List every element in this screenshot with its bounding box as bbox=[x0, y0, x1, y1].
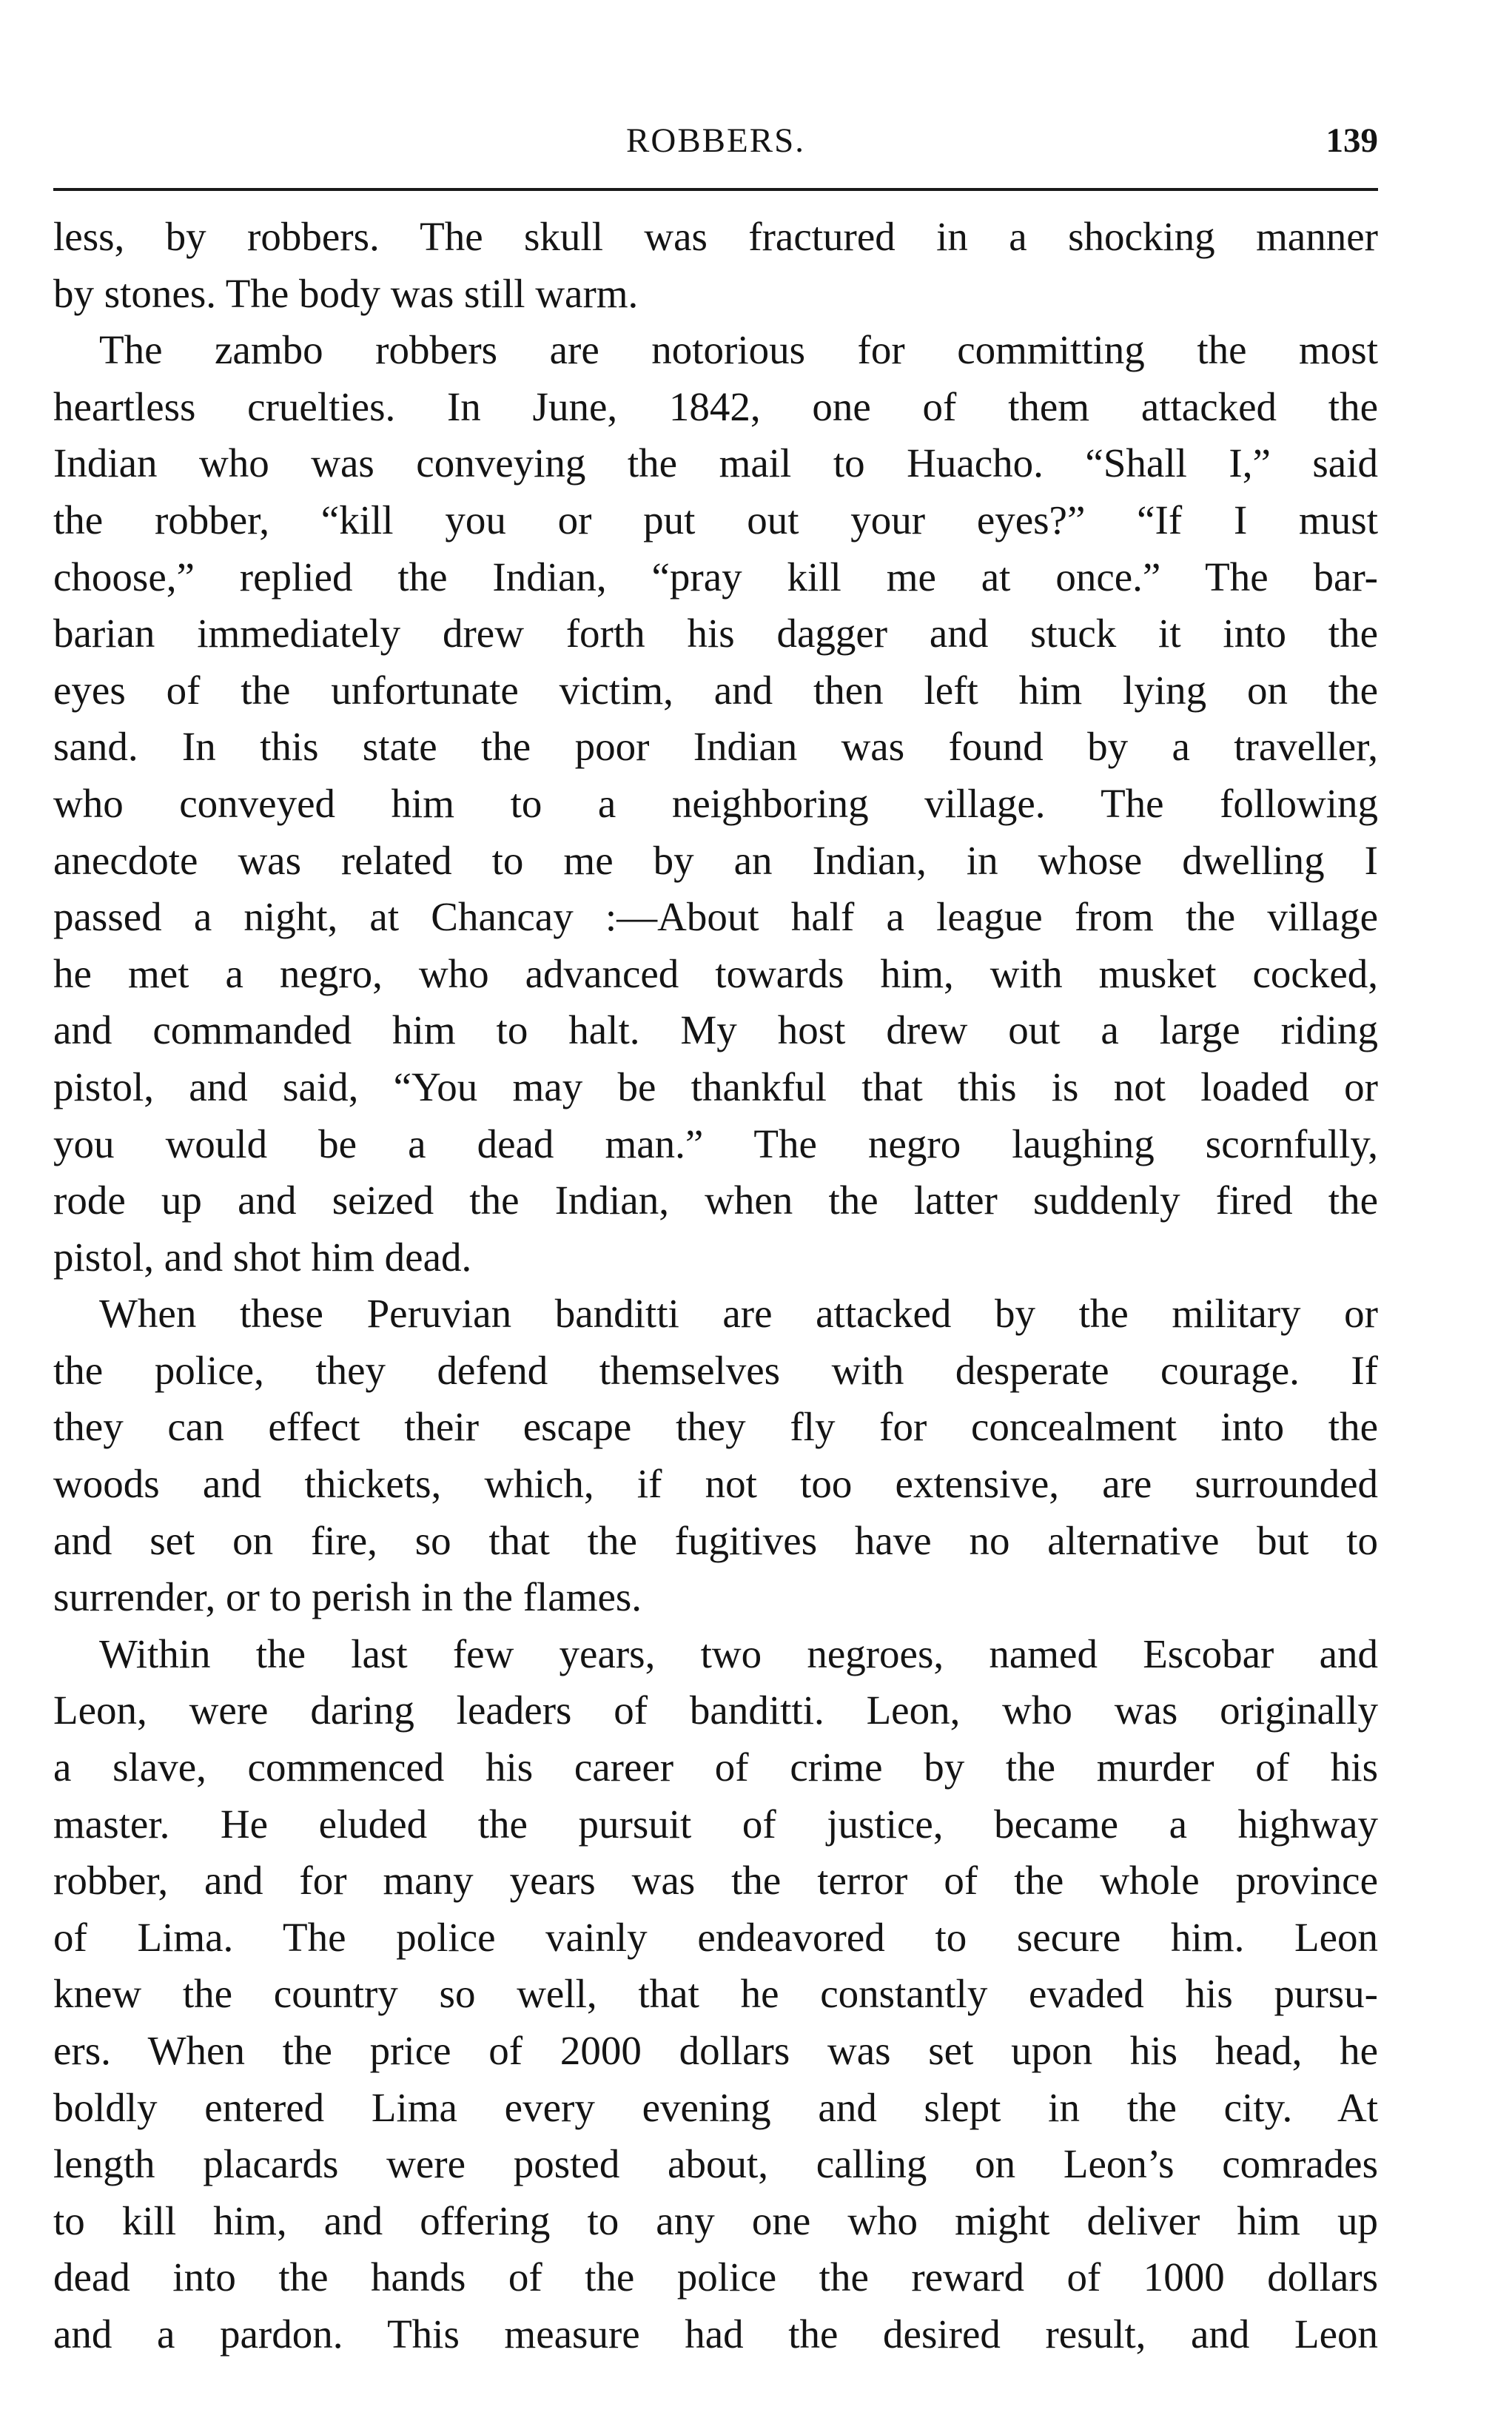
body-text bbox=[53, 209, 1378, 2363]
text-line: and set on fire, so that the fugitives have no alternative but to bbox=[53, 1517, 1378, 1563]
text-line: Leon, were daring leaders of banditti. Leon, who was originally bbox=[53, 1687, 1378, 1733]
text-line: passed a night, at Chancay :—About half a league from the village bbox=[53, 894, 1378, 940]
text-line: choose,” replied the Indian, “pray kill me at once.” The bar- bbox=[53, 554, 1378, 599]
text-line: knew the country so well, that he constantly evaded his pursu- bbox=[53, 1971, 1378, 2017]
running-title: ROBBERS. bbox=[626, 121, 805, 160]
text-line: Within the last few years, two negroes, named Escobar and bbox=[99, 1630, 1378, 1676]
header-rule bbox=[53, 188, 1378, 191]
text-line: ers. When the price of 2000 dollars was set upon his head, he bbox=[53, 2028, 1378, 2073]
text-line: and commanded him to halt. My host drew out a large riding bbox=[53, 1007, 1378, 1053]
text-line: the robber, “kill you or put out your eyes?” “If I must bbox=[53, 497, 1378, 543]
text-line: length placards were posted about, calling on Leon’s comrades bbox=[53, 2141, 1378, 2187]
text-line: master. He eluded the pursuit of justice, became a highway bbox=[53, 1801, 1378, 1847]
text-line: you would be a dead man.” The negro laughing scornfully, bbox=[53, 1121, 1378, 1166]
text-line: barian immediately drew forth his dagger and stuck it into the bbox=[53, 611, 1378, 656]
text-line: and a pardon. This measure had the desired result, and Leon bbox=[53, 2311, 1378, 2357]
text-line: boldly entered Lima every evening and slept in the city. At bbox=[53, 2084, 1378, 2130]
text-line: robber, and for many years was the terror of the whole province bbox=[53, 1858, 1378, 1904]
text-line: eyes of the unfortunate victim, and then left him lying on the bbox=[53, 667, 1378, 713]
text-line: sand. In this state the poor Indian was found by a traveller, bbox=[53, 724, 1378, 770]
text-line: surrender, or to perish in the flames. bbox=[53, 1574, 642, 1620]
text-line: by stones. The body was still warm. bbox=[53, 270, 639, 316]
text-line: Indian who was conveying the mail to Huacho. “Shall I,” said bbox=[53, 440, 1378, 486]
text-line: a slave, commenced his career of crime by the murder of his bbox=[53, 1744, 1378, 1790]
text-line: of Lima. The police vainly endeavored to secure him. Leon bbox=[53, 1914, 1378, 1960]
text-line: he met a negro, who advanced towards him, with musket cocked, bbox=[53, 950, 1378, 996]
text-line: who conveyed him to a neighboring village. The following bbox=[53, 780, 1378, 826]
text-line: the police, they defend themselves with desperate courage. If bbox=[53, 1347, 1378, 1393]
page-number: 139 bbox=[1325, 121, 1378, 160]
text-line: pistol, and shot him dead. bbox=[53, 1234, 472, 1280]
text-line: pistol, and said, “You may be thankful that this is not loaded or bbox=[53, 1064, 1378, 1109]
text-line: anecdote was related to me by an Indian, in whose dwelling I bbox=[53, 837, 1378, 883]
text-line: heartless cruelties. In June, 1842, one of them attacked the bbox=[53, 383, 1378, 429]
text-line: dead into the hands of the police the reward of 1000 dollars bbox=[53, 2254, 1378, 2300]
text-line: they can effect their escape they fly for concealment into the bbox=[53, 1404, 1378, 1450]
text-line: When these Peruvian banditti are attacked by the military or bbox=[99, 1291, 1378, 1337]
text-line: woods and thickets, which, if not too extensive, are surrounded bbox=[53, 1461, 1378, 1507]
text-line: to kill him, and offering to any one who might deliver him up bbox=[53, 2197, 1378, 2243]
text-line: rode up and seized the Indian, when the latter suddenly fired the bbox=[53, 1178, 1378, 1223]
text-line: less, by robbers. The skull was fractured in a shocking manner bbox=[53, 214, 1378, 259]
running-header bbox=[53, 115, 1378, 167]
text-line: The zambo robbers are notorious for committing the most bbox=[99, 327, 1378, 373]
